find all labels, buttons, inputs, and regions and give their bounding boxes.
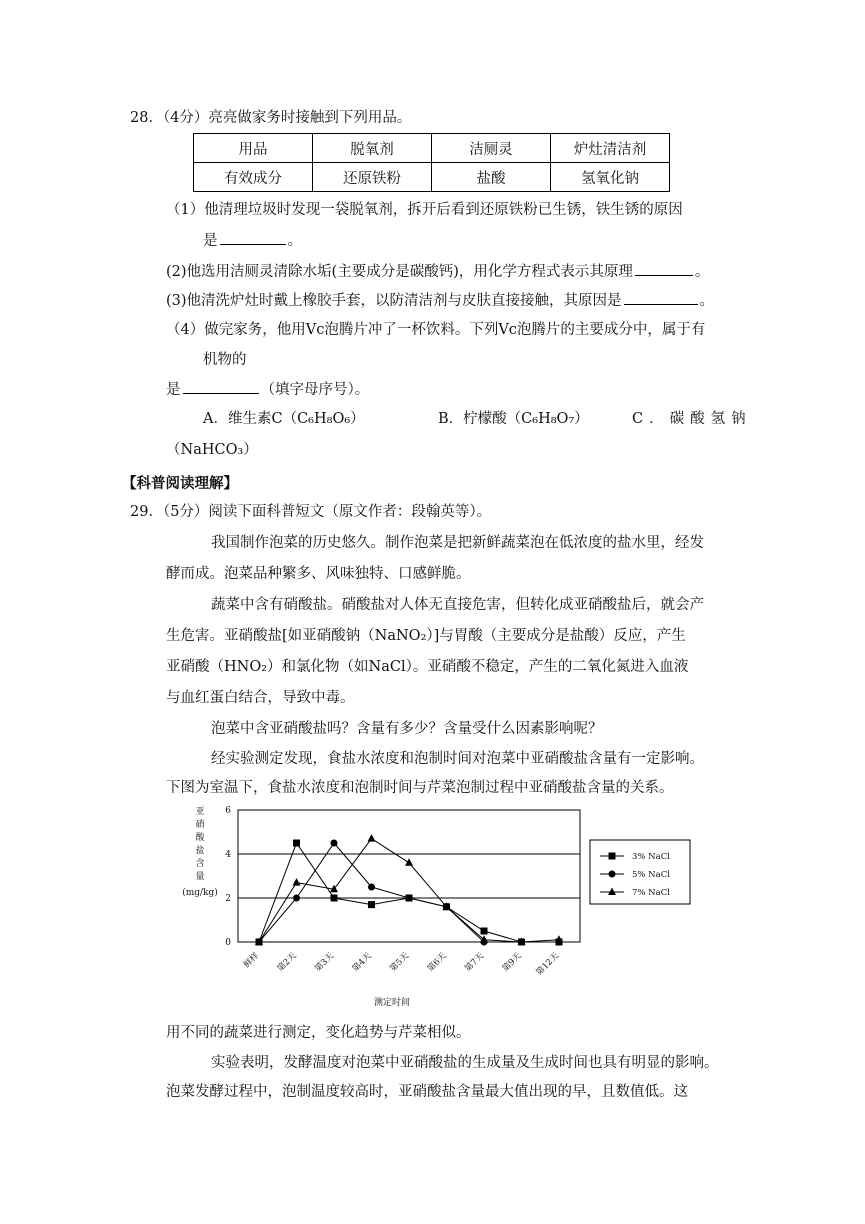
- q28-part1-line2: [203, 229, 302, 250]
- q29-para5: 用不同的蔬菜进行测定，变化趋势与芹菜相似。: [166, 1025, 471, 1041]
- y-tick-label: 6: [225, 806, 231, 816]
- nitrite-line-chart: [170, 800, 700, 1015]
- q28-part3-text: (3)他清洗炉灶时戴上橡胶手套，以防清洁剂与皮肤直接接触，其原因是: [166, 293, 622, 309]
- y-axis-label-char: 量: [195, 872, 205, 882]
- table-cell: 炉灶清洁剂: [551, 134, 670, 163]
- q28-part1-prefix: 是: [203, 233, 218, 249]
- q29-para2-line4: 与血红蛋白结合，导致中毒。: [166, 690, 355, 706]
- y-axis-label-char: 亚: [195, 807, 205, 817]
- q28-part4-line2: 机物的: [203, 352, 247, 368]
- x-tick-label: 第12天: [534, 951, 562, 978]
- table-cell: 有效成分: [194, 163, 313, 192]
- data-point: [293, 895, 300, 902]
- x-tick-label: 第2天: [275, 951, 299, 974]
- items-table: [193, 133, 670, 192]
- q28-part3: [166, 289, 714, 310]
- answer-blank[interactable]: [635, 261, 693, 276]
- data-point: [293, 878, 301, 886]
- y-tick-label: 4: [225, 850, 231, 860]
- option-c-formula-line: [166, 438, 258, 459]
- y-axis-label-char: 硝: [195, 820, 205, 830]
- q29-para1-line2: 酵而成。泡菜品种繁多、风味独特、口感鲜脆。: [166, 566, 471, 582]
- option-a: [203, 407, 365, 428]
- data-point: [406, 895, 413, 902]
- series-line: [259, 843, 559, 942]
- x-tick-label: 第5天: [388, 951, 412, 974]
- open-paren: （: [166, 442, 181, 458]
- table-cell: 还原铁粉: [313, 163, 432, 192]
- data-point: [481, 928, 488, 935]
- legend-label: 3% NaCl: [632, 852, 670, 862]
- x-tick-label: 第9天: [500, 951, 524, 974]
- answer-blank[interactable]: [220, 230, 286, 245]
- q28-part4-line3: [166, 378, 369, 399]
- q28-part4-line1: （4）做完家务，他用Vc泡腾片冲了一杯饮料。下列Vc泡腾片的主要成分中，属于有: [166, 322, 706, 338]
- data-point: [331, 840, 338, 847]
- q29-para2-line2: 生危害。亚硝酸盐[如亚硝酸钠（NaNO₂）]与胃酸（主要成分是盐酸）反应，产生: [166, 628, 686, 644]
- table-cell: 洁厕灵: [432, 134, 551, 163]
- x-tick-labels: [241, 950, 561, 978]
- q29-para2-line3: 亚硝酸（HNO₂）和氯化物（如NaCl）。亚硝酸不稳定，产生的二氧化氮进入血液: [166, 659, 689, 675]
- table-cell: 脱氧剂: [313, 134, 432, 163]
- q29-para6-line2: 泡菜发酵过程中，泡制温度较高时，亚硝酸盐含量最大值出现的早，且数值低。这: [166, 1084, 688, 1100]
- legend-marker: [609, 853, 616, 860]
- close-paren: ）: [243, 442, 258, 458]
- q28-part1-end: 。: [287, 233, 302, 249]
- answer-blank[interactable]: [183, 379, 259, 394]
- table-row: [194, 134, 670, 163]
- legend-marker: [609, 871, 616, 878]
- data-point: [405, 858, 413, 866]
- q28-part2: [166, 260, 709, 281]
- x-tick-label: 第4天: [350, 951, 374, 974]
- series-group: [255, 834, 563, 945]
- x-tick-label: 鲜样: [242, 951, 262, 971]
- option-c-formula: NaHCO₃: [180, 442, 244, 458]
- data-point: [368, 834, 376, 842]
- data-point: [331, 895, 338, 902]
- x-tick-label: 第6天: [425, 951, 449, 974]
- option-b: [438, 407, 589, 428]
- option-a-formula: C₆H₈O₆: [297, 411, 351, 427]
- answer-blank[interactable]: [624, 290, 698, 305]
- option-c-label: C．碳酸氢钠: [632, 411, 752, 427]
- plot-frame: [238, 810, 580, 942]
- series-line: [259, 843, 484, 942]
- legend-label: 7% NaCl: [632, 888, 670, 898]
- option-b-label: B．柠檬酸（: [438, 411, 522, 427]
- q28-part4-prefix: 是: [166, 382, 181, 398]
- section-title: 【科普阅读理解】: [122, 475, 238, 492]
- legend: [590, 840, 690, 904]
- q28-heading: 28．（4分）亮亮做家务时接触到下列用品。: [130, 110, 412, 126]
- y-axis-label: [195, 806, 205, 882]
- legend-label: 5% NaCl: [632, 870, 670, 880]
- data-point: [368, 901, 375, 908]
- data-point: [368, 884, 375, 891]
- y-axis-unit: (mg/kg): [182, 888, 218, 898]
- q28-part4-suffix: （填字母序号）。: [260, 382, 370, 398]
- x-tick-label: 第3天: [313, 951, 337, 974]
- q29-para6-line1: 实验表明，发酵温度对泡菜中亚硝酸盐的生成量及生成时间也具有明显的影响。: [211, 1055, 719, 1071]
- y-axis-label-char: 含: [195, 859, 205, 869]
- q29-para4-line1: 经实验测定发现，食盐水浓度和泡制时间对泡菜中亚硝酸盐含量有一定影响。: [211, 751, 704, 767]
- q29-heading: 29．（5分）阅读下面科普短文（原文作者：段翰英等）。: [130, 504, 492, 520]
- y-tick-labels: [225, 806, 231, 948]
- y-axis-label-char: 酸: [195, 833, 205, 843]
- y-axis-label-char: 盐: [195, 846, 205, 856]
- x-axis-label: 测定时间: [373, 998, 411, 1008]
- y-tick-label: 0: [225, 938, 231, 948]
- x-tick-label: 第7天: [463, 951, 487, 974]
- legend-marker: [608, 888, 616, 896]
- table-cell: 氢氧化钠: [551, 163, 670, 192]
- option-b-formula: C₆H₈O₇: [521, 411, 575, 427]
- q29-para2-line1: 蔬菜中含有硝酸盐。硝酸盐对人体无直接危害，但转化成亚硝酸盐后，就会产: [211, 597, 704, 613]
- q28-part1-line1: （1）他清理垃圾时发现一袋脱氧剂，拆开后看到还原铁粉已生锈，铁生锈的原因: [166, 202, 683, 218]
- q29-para1-line1: 我国制作泡菜的历史悠久。制作泡菜是把新鲜蔬菜泡在低浓度的盐水里，经发: [211, 535, 704, 551]
- q28-part3-end: 。: [699, 293, 715, 309]
- q28-part2-end: 。: [694, 264, 710, 280]
- option-a-label: A．维生素C（: [203, 411, 298, 427]
- y-tick-label: 2: [225, 894, 231, 904]
- close-paren: ）: [574, 411, 589, 427]
- close-paren: ）: [350, 411, 365, 427]
- data-point: [293, 840, 300, 847]
- q28-part2-text: (2)他选用洁厕灵清除水垢(主要成分是碳酸钙)，用化学方程式表示其原理: [166, 264, 633, 280]
- q29-para3: 泡菜中含亚硝酸盐吗？含量有多少？含量受什么因素影响呢？: [211, 721, 603, 737]
- table-cell: 用品: [194, 134, 313, 163]
- table-cell: 盐酸: [432, 163, 551, 192]
- table-row: [194, 163, 670, 192]
- q29-para4-line2: 下图为室温下，食盐水浓度和泡制时间与芹菜泡制过程中亚硝酸盐含量的关系。: [166, 780, 674, 796]
